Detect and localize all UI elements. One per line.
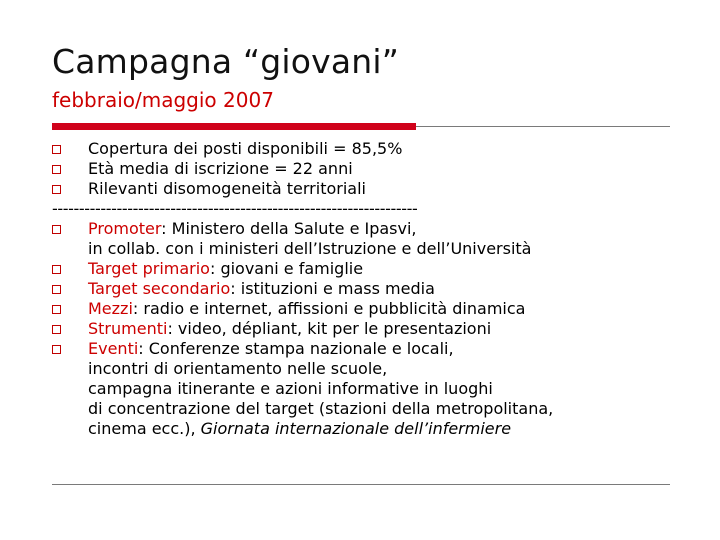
- list-item-target-primario: [52, 259, 692, 279]
- target-primario-text: : giovani e famiglie: [209, 259, 364, 278]
- list-item-mezzi: [52, 299, 692, 319]
- mezzi-label: Mezzi: [88, 299, 133, 318]
- slide-title: Campagna “giovani”: [52, 42, 400, 81]
- target-secondario-text: : istituzioni e mass media: [230, 279, 435, 298]
- square-bullet-icon: [52, 285, 61, 294]
- square-bullet-icon: [52, 145, 61, 154]
- square-bullet-icon: [52, 165, 61, 174]
- bottom-rule: [52, 484, 670, 485]
- eventi-text-line3: campagna itinerante e azioni informative in luoghi: [88, 379, 493, 398]
- slide-content: [52, 139, 692, 439]
- promoter-text: : Ministero della Salute e Ipasvi,: [161, 219, 417, 238]
- square-bullet-icon: [52, 185, 61, 194]
- list-item-disomogeneita: [52, 179, 692, 199]
- square-bullet-icon: [52, 225, 61, 234]
- title-rule-red: [52, 123, 416, 130]
- strumenti-text: : video, dépliant, kit per le presentazioni: [167, 319, 492, 338]
- square-bullet-icon: [52, 325, 61, 334]
- eventi-text-line4: di concentrazione del target (stazioni della metropolitana,: [88, 399, 554, 418]
- square-bullet-icon: [52, 265, 61, 274]
- list-item-eta: [52, 159, 692, 179]
- target-secondario-label: Target secondario: [88, 279, 231, 298]
- list-item-copertura: [52, 139, 692, 159]
- eventi-text-line5: [88, 419, 553, 439]
- stat-eta: Età media di iscrizione = 22 anni: [88, 159, 353, 178]
- eventi-text-line5a: cinema ecc.),: [88, 419, 201, 438]
- dashed-separator: --------------------------------------------------------------------: [52, 199, 418, 218]
- eventi-text: : Conferenze stampa nazionale e locali,: [138, 339, 454, 358]
- square-bullet-icon: [52, 305, 61, 314]
- stat-disomogeneita: Rilevanti disomogeneità territoriali: [88, 179, 366, 198]
- slide-subtitle: febbraio/maggio 2007: [52, 88, 274, 112]
- promoter-text-line2: in collab. con i ministeri dell’Istruzione e dell’Università: [88, 239, 532, 258]
- strumenti-label: Strumenti: [88, 319, 168, 338]
- promoter-label: Promoter: [88, 219, 162, 238]
- list-item-promoter: [52, 219, 692, 259]
- square-bullet-icon: [52, 345, 61, 354]
- list-item-strumenti: [52, 319, 692, 339]
- stat-copertura: Copertura dei posti disponibili = 85,5%: [88, 139, 403, 158]
- eventi-text-line2: incontri di orientamento nelle scuole,: [88, 359, 388, 378]
- eventi-label: Eventi: [88, 339, 139, 358]
- mezzi-text: : radio e internet, affissioni e pubblicità dinamica: [132, 299, 526, 318]
- list-item-target-secondario: [52, 279, 692, 299]
- target-primario-label: Target primario: [88, 259, 210, 278]
- giornata-infermiere-text: Giornata internazionale dell’infermiere: [200, 419, 512, 438]
- list-item-eventi: [52, 339, 692, 439]
